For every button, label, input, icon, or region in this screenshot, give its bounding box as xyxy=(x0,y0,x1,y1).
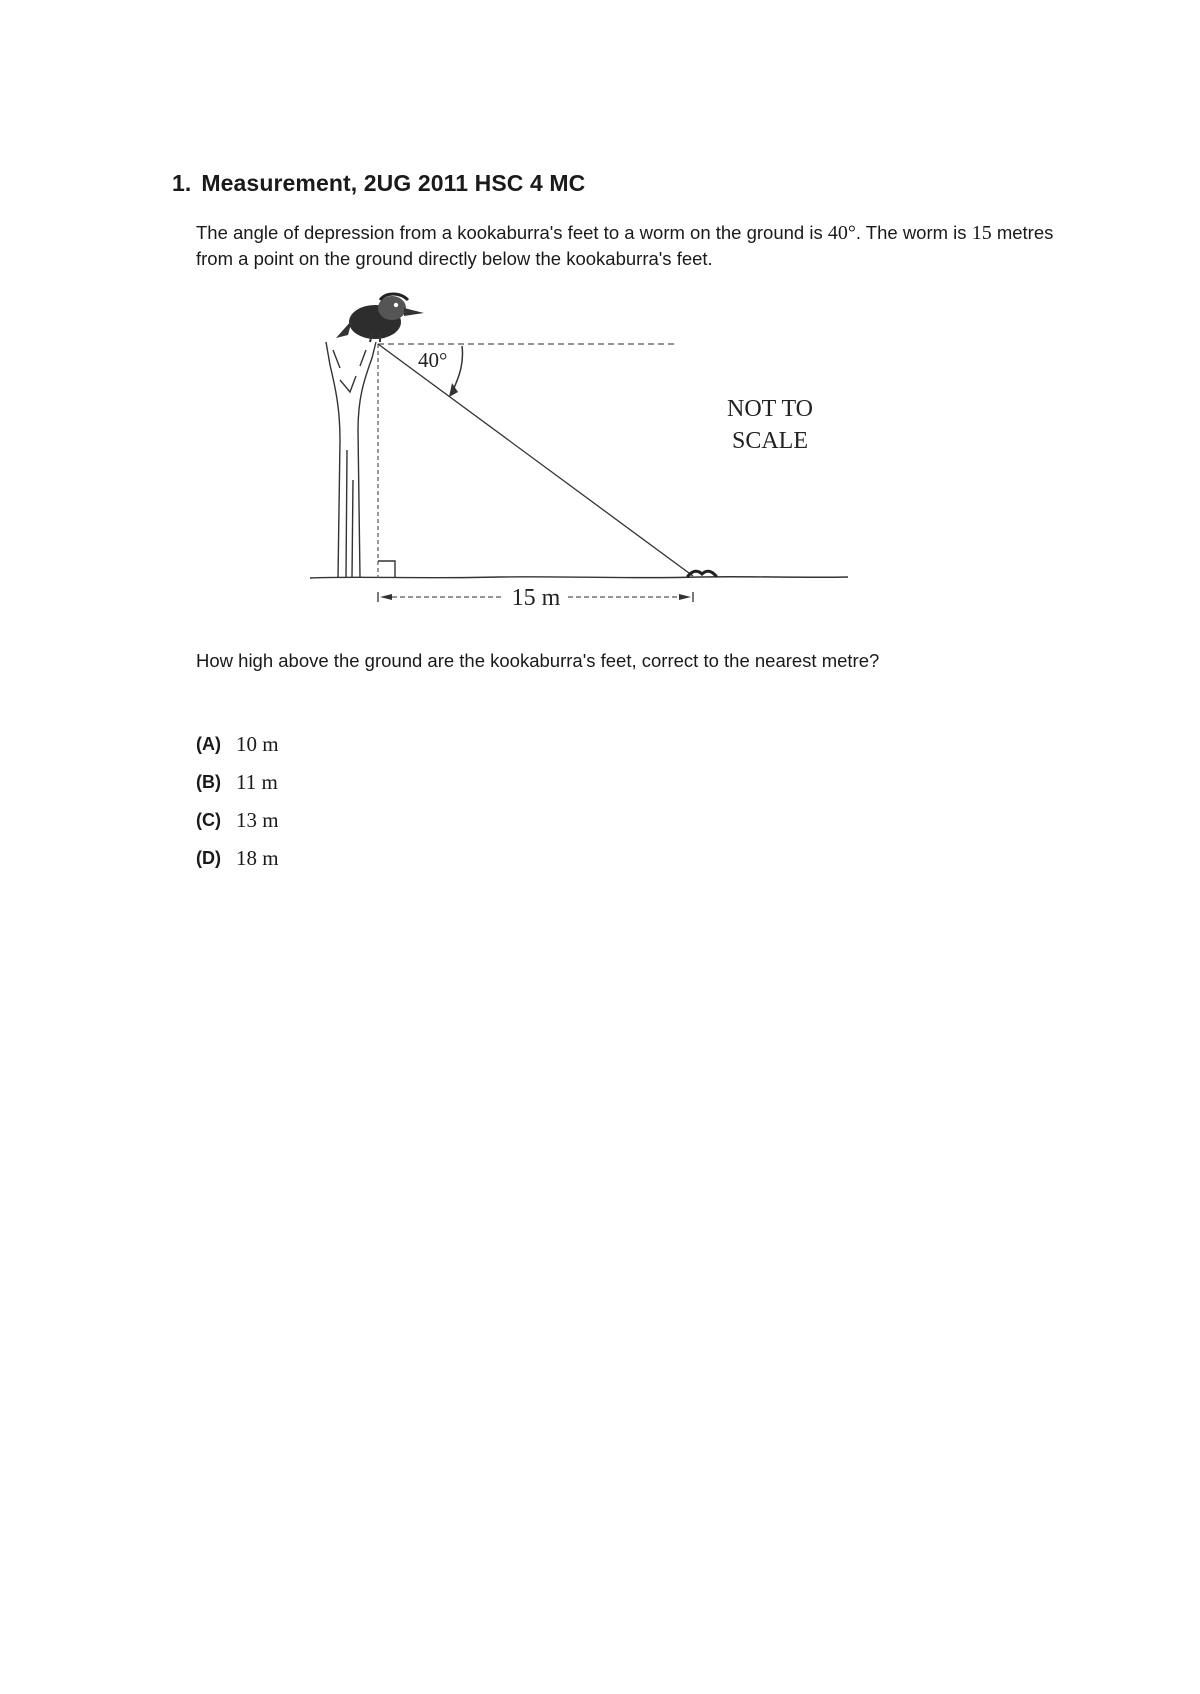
answer-options xyxy=(196,725,279,877)
question-stem xyxy=(196,220,1076,272)
option-value: 13 m xyxy=(236,807,279,832)
option-value: 18 m xyxy=(236,845,279,870)
option-value: 10 m xyxy=(236,731,279,756)
option-d[interactable] xyxy=(196,839,279,877)
option-c[interactable] xyxy=(196,801,279,839)
stem-text-3: metres from a point on the ground directly below the kookaburra's feet. xyxy=(196,222,1054,269)
stem-text-2: . The worm is xyxy=(855,222,972,243)
right-angle-marker xyxy=(378,561,395,578)
option-letter: (D) xyxy=(196,847,221,868)
trigonometry-diagram xyxy=(300,280,860,620)
question-prompt: How high above the ground are the kookaburra's feet, correct to the nearest metre? xyxy=(196,650,880,671)
option-a[interactable] xyxy=(196,725,279,763)
option-b[interactable] xyxy=(196,763,279,801)
option-letter: (B) xyxy=(196,771,221,792)
option-value: 11 m xyxy=(236,769,278,794)
stem-angle: 40° xyxy=(827,222,856,244)
not-to-scale-line1: NOT TO xyxy=(726,396,814,422)
distance-label: 15 m xyxy=(511,585,561,611)
angle-arc xyxy=(452,346,463,392)
question-number: 1. xyxy=(172,170,192,196)
kookaburra-icon xyxy=(336,294,424,342)
line-of-sight xyxy=(378,344,693,576)
question-heading xyxy=(172,170,585,197)
angle-label: 40° xyxy=(418,348,448,372)
stem-distance: 15 xyxy=(971,222,992,244)
option-letter: (A) xyxy=(196,733,221,754)
tree-trunk-illustration xyxy=(326,342,376,578)
not-to-scale-line2: SCALE xyxy=(731,428,809,454)
option-letter: (C) xyxy=(196,809,221,830)
angle-arrowhead xyxy=(449,383,458,397)
stem-text-1: The angle of depression from a kookaburra's feet to a worm on the ground is xyxy=(196,222,828,243)
ground-line xyxy=(310,577,848,578)
question-title: Measurement, 2UG 2011 HSC 4 MC xyxy=(201,170,586,196)
